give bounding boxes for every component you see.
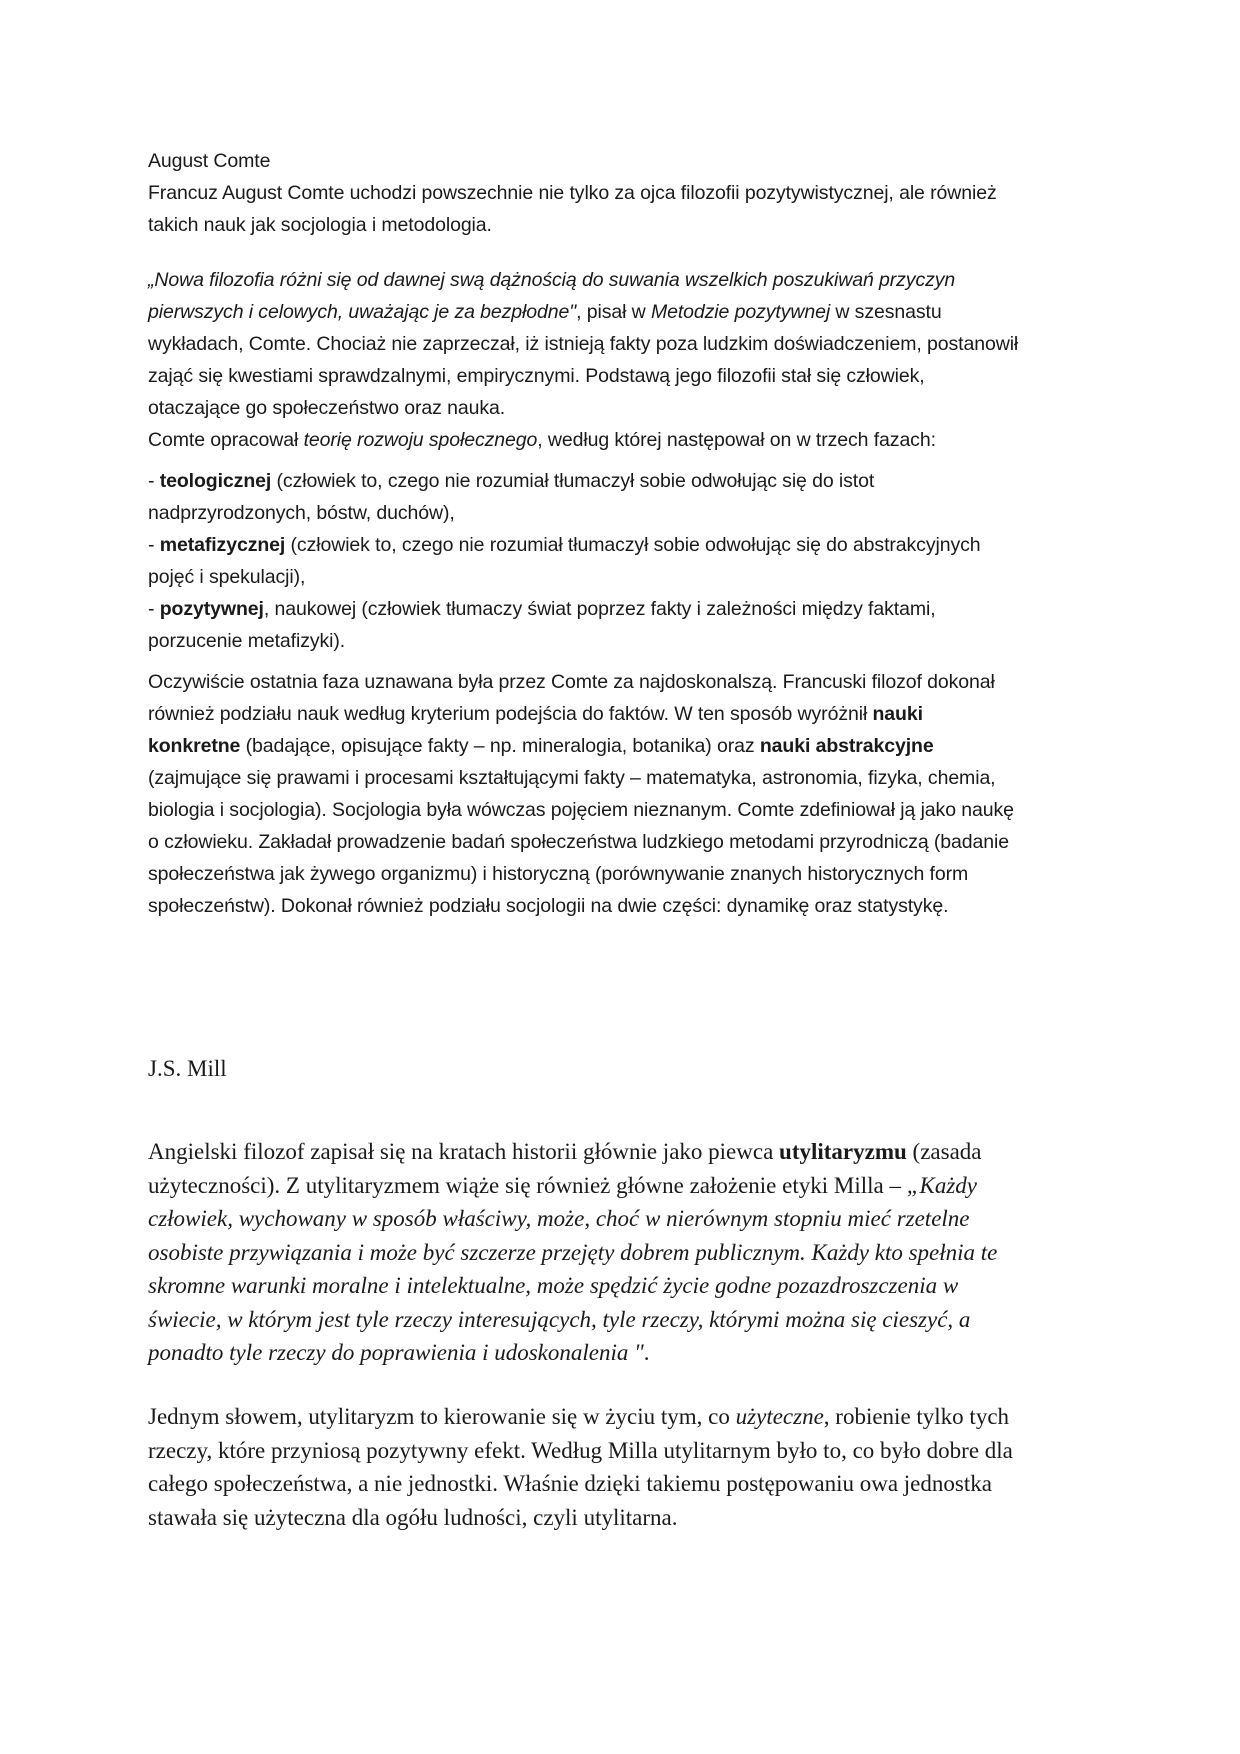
text-line: rzeczy, które przyniosą pozytywny efekt. Według Milla utylitarnym było to, co było dobre dla (148, 1437, 1013, 1463)
text-line: stawała się użyteczna dla ogółu ludności, czyli utylitarna. (148, 1504, 678, 1530)
text-line: społeczeństwa jak żywego organizmu) i historyczną (porównywanie znanych historycznych form (148, 863, 969, 885)
quote-text: „Nowa filozofia różni się od dawnej swą dążnością do suwania wszelkich poszukiwań przyczyn (148, 269, 956, 291)
list-item-continuation: pojęć i spekulacji), (148, 566, 306, 588)
list-item: - teologicznej (człowiek to, czego nie rozumiał tłumaczył sobie odwołując się do istot (148, 470, 875, 492)
text-run: w szesnastu (830, 301, 942, 323)
quote-text: pierwszych i celowych, uważając je za bezpłodne" (148, 301, 577, 323)
bold-term: utylitaryzmu (779, 1139, 907, 1164)
heading-text: J.S. Mill (148, 1056, 227, 1081)
bold-term: konkretne (148, 735, 241, 757)
list-item: - metafizycznej (człowiek to, czego nie rozumiał tłumaczył sobie odwołując się do abstrakcyjnych (148, 534, 981, 556)
text-line (148, 264, 1098, 296)
text-line: Angielski filozof zapisał się na kratach historii głównie jako piewca utylitaryzmu (zasada (148, 1139, 982, 1164)
quote-line: skromne warunki moralne i intelektualne, może spędzić życie godne pozazdroszczenia w (148, 1273, 959, 1298)
comte-intro-paragraph (148, 177, 1098, 241)
bold-term: nauki (872, 703, 923, 725)
text-line: otaczające go społeczeństwo oraz nauka. (148, 397, 506, 419)
text-line: wykładach, Comte. Chociaż nie zaprzeczał, iż istnieją fakty poza ludzkim doświadczeniem, postanowił (148, 333, 1019, 355)
list-item: - pozytywnej, naukowej (człowiek tłumaczy świat poprzez fakty i zależności między faktami, (148, 598, 936, 620)
text-line: Francuz August Comte uchodzi powszechnie nie tylko za ojca filozofii pozytywistycznej, ale również (148, 182, 997, 204)
phase-name: pozytywnej (159, 598, 264, 620)
text-line (148, 296, 1098, 328)
text-line: również podziału nauk według kryterium podejścia do faktów. W ten sposób wyróżnił nauki (148, 703, 923, 725)
text-run: , pisał w (576, 301, 651, 323)
phase-name: teologicznej (159, 470, 272, 492)
text-run: Comte opracował (148, 429, 304, 451)
comte-phases-list (148, 465, 1098, 657)
quote-text: ponadto tyle rzeczy do poprawienia i udoskonalenia " (148, 1340, 644, 1365)
text-line: całego społeczeństwa, a nie jednostki. Właśnie dzięki takiemu postępowaniu owa jednostka (148, 1471, 992, 1496)
quote-text: „Każdy (906, 1172, 978, 1198)
comte-quote-paragraph (148, 264, 1098, 456)
text-line: takich nauk jak socjologia i metodologia. (148, 214, 492, 236)
text-line: społeczeństw). Dokonał również podziału socjologii na dwie części: dynamikę oraz statystykę. (148, 895, 949, 917)
text-line: (zajmujące się prawami i procesami kształtującymi fakty – matematyka, astronomia, fizyka, chemia, (148, 767, 996, 789)
phase-name: metafizycznej (159, 534, 286, 556)
list-item-continuation: porzucenie metafizyki). (148, 630, 346, 652)
text-line: o człowieku. Zakładał prowadzenie badań społeczeństwa ludzkiego metodami przyrodniczą (badanie (148, 831, 1010, 853)
term-italic: użyteczne (735, 1404, 824, 1429)
section-heading-mill (148, 1052, 1098, 1086)
text-line: zająć się kwestiami sprawdzalnymi, empirycznymi. Podstawą jego filozofii stał się człowiek, (148, 365, 925, 387)
text-line: użyteczności). Z utylitaryzmem wiąże się również główne założenie etyki Milla – „Każdy (148, 1172, 978, 1198)
text-line: Jednym słowem, utylitaryzm to kierowanie się w życiu tym, co użyteczne, robienie tylko tych (148, 1404, 1010, 1429)
term-italic: teorię rozwoju społecznego (303, 429, 538, 451)
quote-line: osobiste przywiązania i może być szczerze przejęty dobrem publicznym. Każdy kto spełnia te (148, 1239, 998, 1265)
text-line: biologia i socjologia). Socjologia była wówczas pojęciem nieznanym. Comte zdefiniował ją jako naukę (148, 799, 1014, 821)
bold-term: nauki abstrakcyjne (759, 735, 934, 757)
book-title: Metodzie pozytywnej (650, 301, 831, 323)
text-line (148, 424, 1098, 456)
comte-closing-paragraph (148, 666, 1098, 922)
quote-line: świecie, w którym jest tyle rzeczy interesujących, tyle rzeczy, którymi można się cieszyć, a (148, 1306, 971, 1332)
text-line: konkretne (badające, opisujące fakty – np. mineralogia, botanika) oraz nauki abstrakcyjne (148, 735, 934, 757)
text-run: , według której następował on w trzech fazach: (537, 429, 936, 451)
text-line: Oczywiście ostatnia faza uznawana była przez Comte za najdoskonalszą. Francuski filozof dokonał (148, 671, 995, 693)
mill-paragraph-1 (148, 1135, 1098, 1370)
mill-paragraph-2 (148, 1400, 1098, 1534)
quote-line: człowiek, wychowany w sposób właściwy, może, choć w nierównym stopniu mieć rzetelne (148, 1206, 970, 1231)
heading-text: August Comte (148, 150, 271, 172)
list-item-continuation: nadprzyrodzonych, bóstw, duchów), (148, 502, 455, 524)
section-heading-comte (148, 145, 1098, 177)
text-line: ponadto tyle rzeczy do poprawienia i udoskonalenia ". (148, 1340, 650, 1365)
